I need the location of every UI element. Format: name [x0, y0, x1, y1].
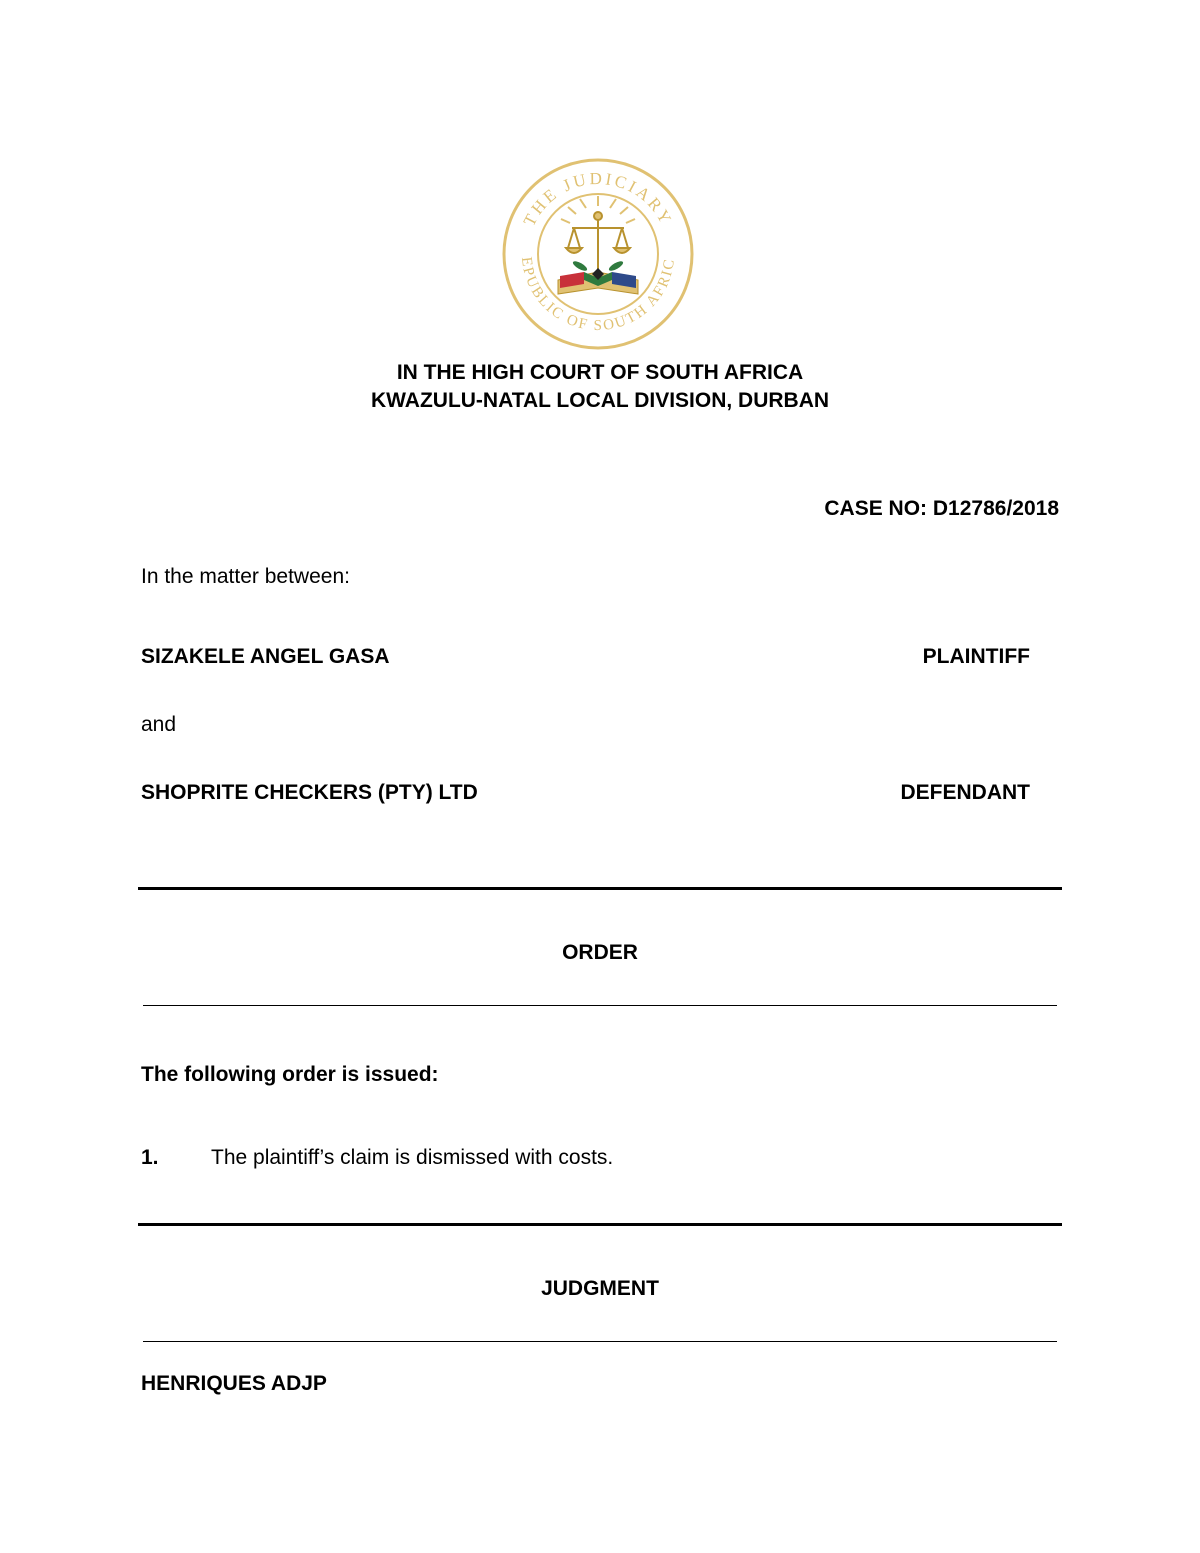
court-name: IN THE HIGH COURT OF SOUTH AFRICA: [396, 361, 804, 384]
divider-thin: [143, 1005, 1057, 1006]
matter-intro: In the matter between:: [141, 565, 350, 588]
judiciary-seal: [500, 156, 696, 352]
plaintiff-name: SIZAKELE ANGEL GASA: [141, 645, 390, 668]
defendant-role: DEFENDANT: [900, 781, 1030, 804]
defendant-name: SHOPRITE CHECKERS (PTY) LTD: [141, 781, 478, 804]
seal-top-text: THE JUDICIARY: [519, 168, 677, 230]
divider-thick: [138, 1223, 1062, 1226]
case-number: CASE NO: D12786/2018: [824, 497, 1059, 520]
seal-bottom-text: EPUBLIC OF SOUTH AFRIC: [517, 256, 679, 335]
judiciary-seal-icon: [500, 156, 696, 352]
order-item-number: 1.: [141, 1146, 159, 1169]
divider-thin: [143, 1341, 1057, 1342]
court-heading: [0, 359, 1200, 415]
conjunction: and: [141, 713, 177, 736]
order-lead: The following order is issued:: [141, 1063, 439, 1086]
judgment-heading: JUDGMENT: [541, 1277, 659, 1300]
order-item-text: The plaintiff’s claim is dismissed with costs.: [211, 1146, 614, 1169]
order-heading: ORDER: [562, 941, 638, 964]
plaintiff-role: PLAINTIFF: [922, 645, 1030, 668]
judge-name: HENRIQUES ADJP: [141, 1372, 327, 1395]
court-division: KWAZULU-NATAL LOCAL DIVISION, DURBAN: [370, 389, 830, 412]
divider-thick: [138, 887, 1062, 890]
